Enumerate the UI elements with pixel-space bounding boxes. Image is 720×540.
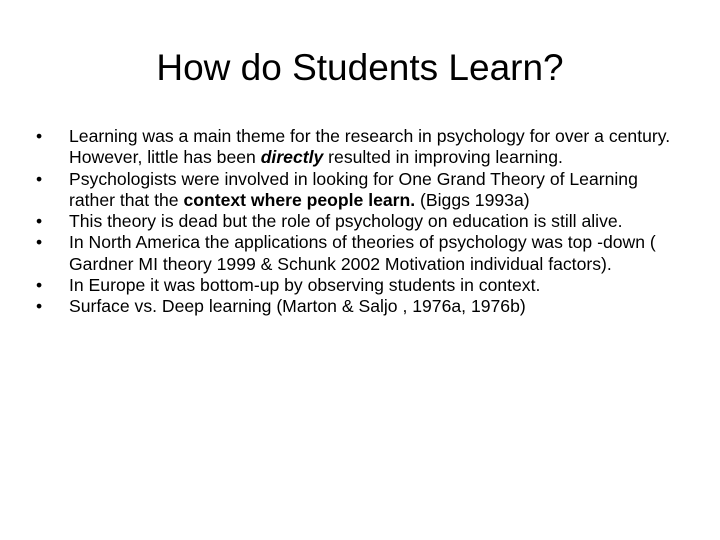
bullet-icon: •	[36, 168, 43, 189]
bullet-item	[36, 296, 684, 317]
bullet-icon: •	[36, 211, 43, 232]
bullet-icon: •	[36, 296, 43, 317]
text-segment: Learning was a main theme for the research in psychology for over a century. However, little has been	[69, 126, 671, 168]
bullet-text: Surface vs. Deep learning (Marton & Saljo , 1976a, 1976b)	[69, 296, 526, 317]
bullet-item	[36, 232, 684, 275]
bullet-item	[36, 275, 684, 296]
bullet-text	[69, 169, 638, 210]
bullet-item	[36, 126, 684, 169]
bullet-text	[69, 126, 670, 167]
bullet-text: In North America the applications of theories of psychology was top -down ( Gardner MI theory 1999 & Schunk 2002 Motivation individual factors).	[69, 232, 656, 274]
bullet-text: This theory is dead but the role of psychology on education is still alive.	[69, 211, 623, 232]
bullet-item	[36, 169, 684, 212]
bullet-text: In Europe it was bottom-up by observing students in context.	[69, 275, 541, 296]
bullet-list	[36, 126, 684, 318]
bullet-icon: •	[36, 275, 43, 296]
emphasis-text: directly	[260, 147, 324, 168]
slide-title: How do Students Learn?	[156, 47, 564, 88]
text-segment: (Biggs 1993a)	[415, 189, 530, 210]
bullet-icon: •	[36, 232, 43, 253]
text-segment: Psychologists were involved in looking for One Grand Theory of Learning rather that the	[69, 168, 638, 210]
bullet-icon: •	[36, 126, 43, 146]
bullet-item	[36, 211, 684, 232]
emphasis-text: context where people learn.	[183, 189, 416, 210]
text-segment: resulted in improving learning.	[323, 147, 563, 168]
